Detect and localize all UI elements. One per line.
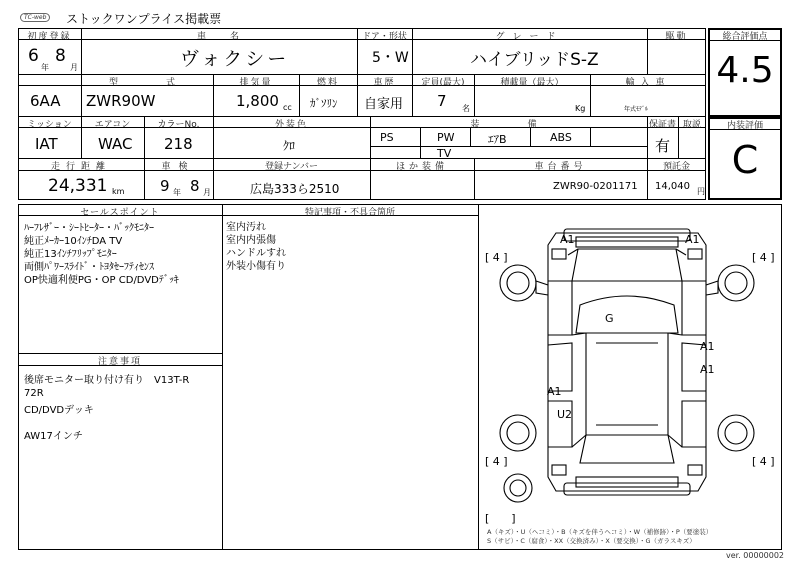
unit-year: 年	[41, 63, 49, 72]
info-grid	[18, 28, 706, 200]
mission-value: IAT	[35, 135, 58, 153]
tire-rear-left: [ 4 ]	[485, 455, 508, 468]
car-damage-diagram	[478, 215, 782, 525]
chassis-value: ZWR90-0201171	[553, 181, 638, 192]
overall-score-label: 総合評価点	[722, 32, 768, 42]
inspection-unit-month: 月	[203, 188, 211, 197]
equip-pw: PW	[437, 131, 455, 144]
list-item: 外装小傷有り	[226, 261, 286, 272]
displacement-label: 排気量	[239, 78, 273, 88]
equip-abs: ABS	[550, 131, 572, 144]
damage-mark: A1	[700, 363, 715, 376]
list-item: 室内汚れ	[226, 222, 266, 233]
list-item: CD/DVDデッキ	[24, 405, 94, 416]
page-title: ストックワンプライス掲載票	[66, 12, 222, 26]
deposit-value: 14,040	[655, 181, 690, 192]
drive-label: 駆動	[665, 32, 688, 42]
overall-score-value: 4.5	[716, 50, 774, 91]
special-notes-list	[226, 221, 286, 273]
equip-tv: TV	[437, 147, 452, 160]
displacement-value: 1,800	[236, 92, 279, 110]
grade-label: グレード	[495, 32, 564, 42]
import-label: 輸入車	[625, 78, 671, 88]
plate-value: 広島333ら2510	[250, 182, 340, 196]
mission-label: ミッション	[27, 120, 72, 130]
list-item: 72R	[24, 388, 44, 399]
equipment-label: 装 備	[470, 120, 547, 130]
interior-score-value: C	[731, 138, 759, 182]
unit-km: km	[112, 187, 125, 196]
ext-color-label: 外装色	[274, 120, 308, 130]
unit-people: 名	[462, 104, 470, 113]
load-label: 積載量（最大）	[500, 78, 564, 88]
color-no-label: カラーNo.	[157, 120, 200, 130]
damage-mark: A1	[700, 340, 715, 353]
damage-mark: A1	[547, 385, 562, 398]
damage-legend: A（キズ）・U（ヘコミ）・B（キズを伴うヘコミ）・W（補修跡）・P（要塗装） S（サビ）・C（腐食）・XX（交換済み）・X（要交換）・G（ガラスキズ）	[487, 528, 713, 545]
usage-value: 自家用	[364, 97, 404, 112]
capacity-value: 7	[437, 92, 447, 110]
cautions-label: 注意事項	[97, 357, 142, 367]
first-reg-label: 初度登録	[27, 32, 72, 42]
capacity-label: 定員(最大)	[421, 78, 465, 88]
sales-points-list	[24, 222, 179, 287]
unit-kg: Kg	[575, 104, 586, 113]
special-notes-label: 特記事項・不具合箇所	[304, 208, 395, 218]
damage-mark: A1	[560, 233, 575, 246]
manual-label: 取説	[682, 120, 701, 130]
plate-label: 登録ナンバー	[265, 162, 318, 172]
inspection-month: 8	[190, 177, 200, 195]
grade-value: ハイブリッドS-Z	[470, 50, 599, 70]
damage-mark: G	[605, 312, 614, 325]
warranty-value: 有	[655, 137, 671, 155]
logo: TC-web	[20, 13, 50, 22]
other-equip-label: ほか装備	[395, 162, 448, 172]
unit-yen: 円	[697, 187, 705, 196]
fuel-value: ｶﾞｿﾘﾝ	[310, 97, 338, 110]
cautions-list	[24, 374, 189, 443]
list-item: OP快適利便PG・OP CD/DVDﾃﾞｯｷ	[24, 275, 179, 286]
mileage-label: 走行距離	[50, 162, 111, 172]
chassis-label: 車台番号	[534, 162, 587, 172]
color-value: ｸﾛ	[283, 139, 296, 153]
list-item: ﾊｰﾌﾚｻﾞｰ・ｼｰﾄﾋｰﾀｰ・ﾊﾞｯｸﾓﾆﾀｰ	[24, 223, 154, 234]
model-year-label: 年式ﾓﾃﾞﾙ	[624, 106, 649, 113]
door-label: ドア・形状	[362, 32, 407, 42]
model-label: 型 式	[108, 78, 185, 88]
list-item: 後席モニター取り付け有り V13T-R	[24, 375, 190, 386]
inspection-year: 9	[160, 177, 170, 195]
sales-points-label: セールスポイント	[80, 208, 160, 218]
spare-tire: [ ]	[485, 512, 516, 525]
deposit-label: 預託金	[662, 162, 690, 172]
list-item: 室内内張傷	[226, 235, 276, 246]
mileage-value: 24,331	[48, 176, 108, 196]
list-item: AW17インチ	[24, 431, 83, 442]
version-label: ver. 00000002	[726, 551, 785, 560]
fuel-label: 燃料	[316, 78, 339, 88]
aircon-label: エアコン	[94, 120, 131, 130]
list-item: ハンドルすれ	[226, 248, 286, 259]
body-type-label: 車歴	[373, 78, 396, 88]
first-reg-month: 8	[55, 46, 66, 66]
tire-rear-right: [ 4 ]	[752, 455, 775, 468]
car-name-value: ヴォクシー	[180, 48, 290, 70]
first-reg-year: 6	[28, 46, 39, 66]
model-prefix: 6AA	[30, 92, 61, 110]
aircon-value: WAC	[98, 135, 133, 153]
color-no-value: 218	[164, 135, 193, 153]
list-item: 両側ﾊﾟﾜｰｽﾗｲﾄﾞ・ﾄﾖﾀｾｰﾌﾃｨｾﾝｽ	[24, 262, 154, 273]
door-value: 5・W	[372, 50, 409, 66]
interior-score-label: 内装評価	[726, 121, 763, 131]
list-item: 純正13ｲﾝﾁﾌﾘｯﾌﾟﾓﾆﾀｰ	[24, 249, 117, 260]
equip-airbag: ｴｱB	[488, 133, 507, 146]
unit-month: 月	[70, 63, 78, 72]
car-name-label: 車 名	[196, 32, 241, 42]
damage-mark: U2	[557, 408, 573, 421]
model-value: ZWR90W	[86, 92, 156, 110]
inspection-label: 車検	[161, 162, 196, 172]
inspection-unit-year: 年	[173, 188, 181, 197]
damage-mark: A1	[685, 233, 700, 246]
tire-front-right: [ 4 ]	[752, 251, 775, 264]
list-item: 純正ﾒｰｶｰ10ｲﾝﾁDA TV	[24, 236, 123, 247]
warranty-label: 保証書	[648, 120, 676, 130]
equip-ps: PS	[380, 131, 394, 144]
unit-cc: cc	[283, 103, 292, 112]
tire-front-left: [ 4 ]	[485, 251, 508, 264]
